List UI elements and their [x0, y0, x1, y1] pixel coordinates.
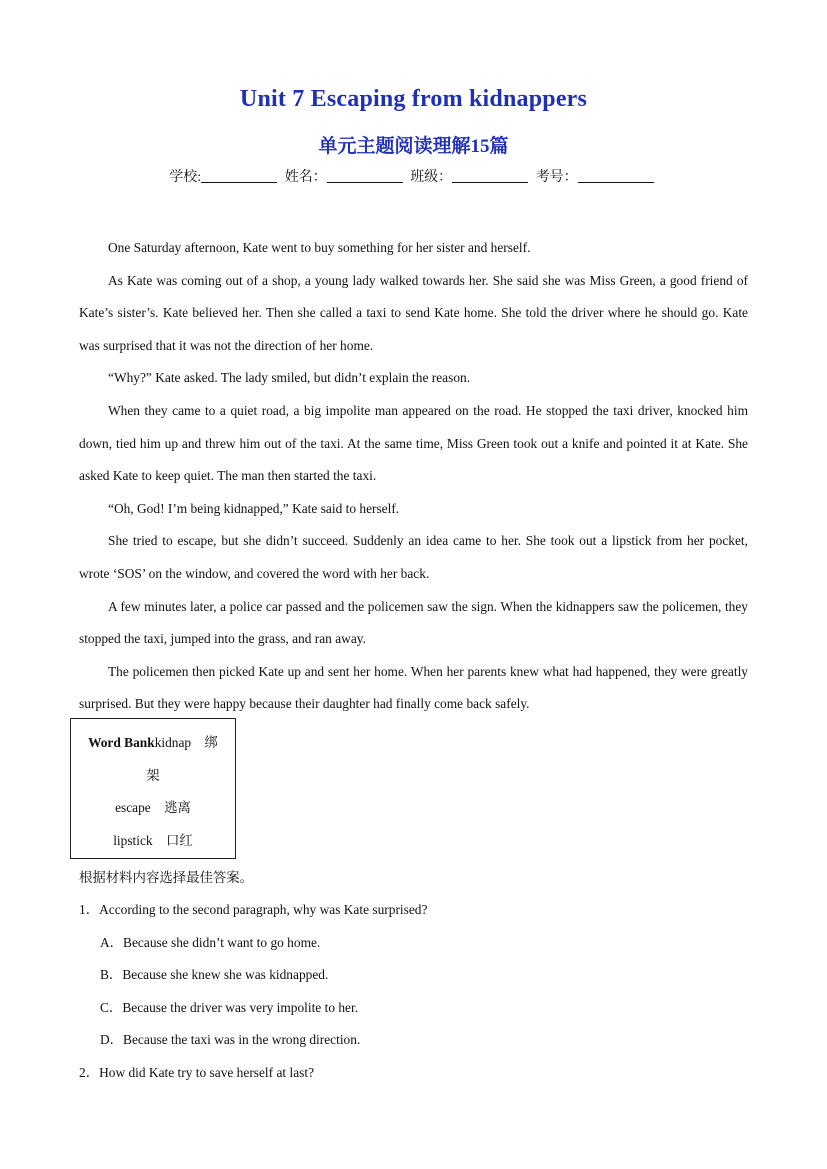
passage-paragraph: The policemen then picked Kate up and sent her home. When her parents knew what had happened, they were greatly surprised. But they were happy because their daughter had finally come back safely.	[79, 663, 748, 712]
passage-paragraph: One Saturday afternoon, Kate went to buy something for her sister and herself.	[108, 240, 531, 255]
question-stem: 2．How did Kate try to save herself at last?	[79, 1064, 315, 1080]
passage-paragraph: “Why?” Kate asked. The lady smiled, but didn’t explain the reason.	[108, 370, 471, 386]
passage-paragraph: As Kate was coming out of a shop, a young lady walked towards her. She said she was Miss Green, a good friend of Kate’s sister’s. Kate believed her. Then she called a taxi to send Kate home. She told the driver where he should go. Kate was surprised that it was not the direction of her home.	[79, 272, 748, 353]
school-label: 学校:	[169, 170, 202, 185]
question-stem: 1．According to the second paragraph, why was Kate surprised?	[79, 902, 428, 917]
word-bank-entry: escape 逃离	[115, 800, 191, 815]
answer-option[interactable]: B．Because she knew she was kidnapped.	[100, 967, 329, 982]
number-label: 考号：	[535, 170, 578, 185]
question-instruction: 根据材料内容选择最佳答案。	[79, 870, 254, 885]
page-subtitle: 单元主题阅读理解15篇	[318, 136, 509, 157]
class-blank[interactable]	[452, 168, 528, 183]
word-bank-entry: kidnap 绑	[154, 735, 218, 750]
reading-passage	[79, 232, 748, 721]
answer-option[interactable]: A．Because she didn’t want to go home.	[100, 934, 321, 950]
question-list	[79, 894, 748, 1089]
answer-option[interactable]: D．Because the taxi was in the wrong direction.	[100, 1032, 361, 1047]
passage-paragraph: A few minutes later, a police car passed and the policemen saw the sign. When the kidnappers saw the policemen, they stopped the taxi, jumped into the grass, and ran away.	[79, 598, 748, 647]
school-blank[interactable]	[201, 168, 277, 183]
number-blank[interactable]	[578, 168, 654, 183]
name-blank[interactable]	[327, 168, 403, 183]
word-bank-entry: lipstick 口红	[113, 832, 193, 848]
student-info-line	[0, 166, 827, 186]
class-label: 班级：	[410, 170, 453, 185]
word-bank-title: Word Bank	[88, 735, 155, 750]
passage-paragraph: She tried to escape, but she didn’t succeed. Suddenly an idea came to her. She took out a lipstick from her pocket, wrote ‘SOS’ on the window, and covered the word with her back.	[79, 533, 748, 581]
name-label: 姓名：	[284, 170, 327, 185]
page-title: Unit 7 Escaping from kidnappers	[239, 86, 588, 112]
word-bank-first-line	[71, 727, 235, 760]
answer-option[interactable]: C．Because the driver was very impolite to her.	[100, 999, 359, 1015]
word-bank-entry: 架	[146, 767, 160, 783]
passage-paragraph: When they came to a quiet road, a big impolite man appeared on the road. He stopped the taxi driver, knocked him down, tied him up and threw him out of the taxi. At the same time, Miss Green took out a knife and pointed it at Kate. She asked Kate to keep quiet. The man then started the taxi.	[79, 402, 748, 484]
word-bank-box	[70, 718, 236, 859]
passage-paragraph: “Oh, God! I’m being kidnapped,” Kate said to herself.	[108, 500, 400, 516]
